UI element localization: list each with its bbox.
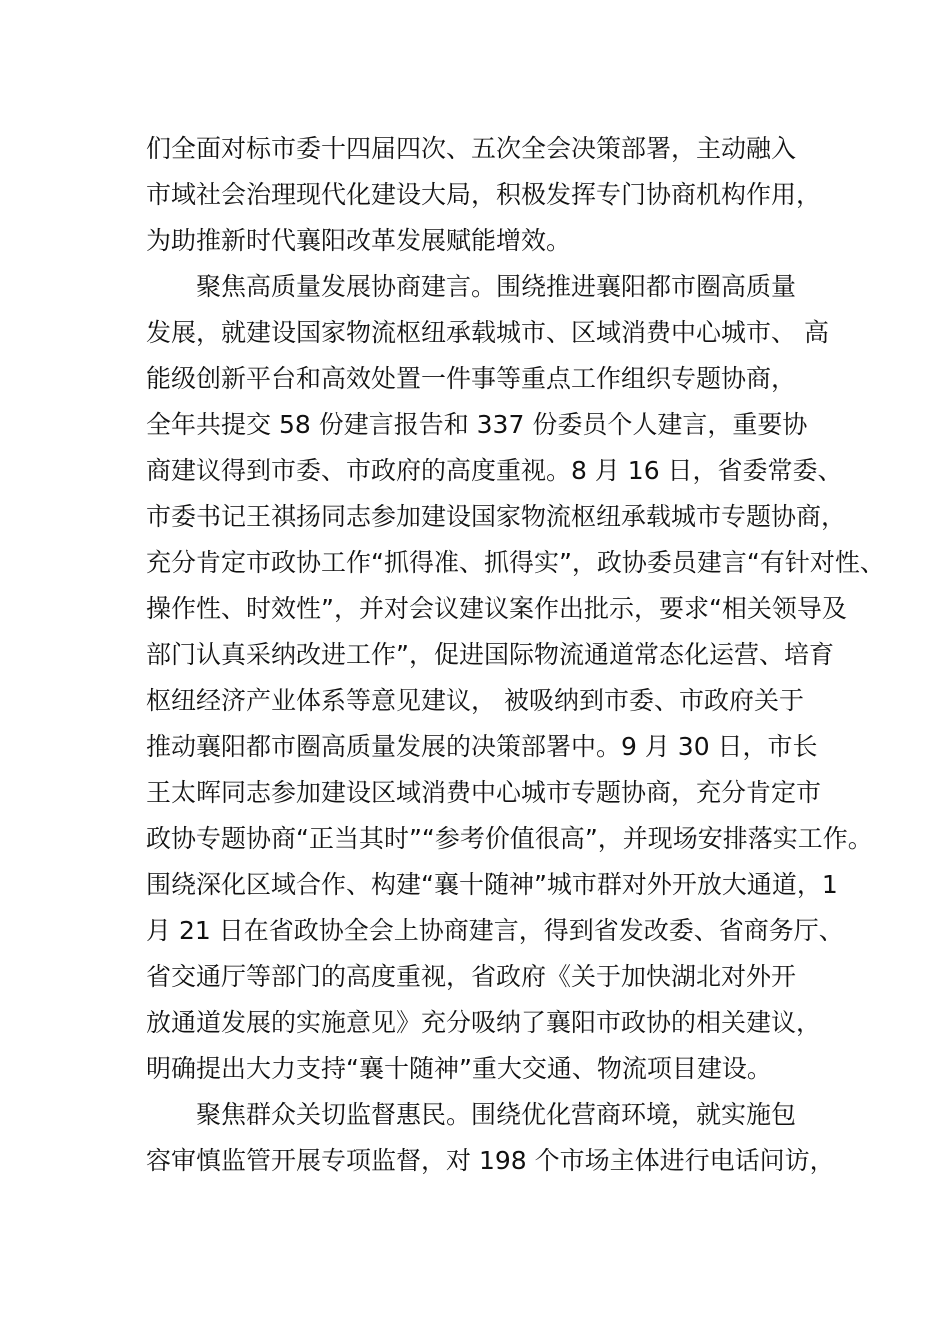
text-line: 放通道发展的实施意见》充分吸纳了襄阳市政协的相关建议，: [146, 1008, 822, 1037]
text-line: 部门认真采纳改进工作”，促进国际物流通道常态化运营、培育: [146, 640, 834, 669]
text-line: 枢纽经济产业体系等意见建议， 被吸纳到市委、市政府关于: [146, 686, 804, 715]
text-line: 为助推新时代襄阳改革发展赋能增效。: [146, 226, 572, 255]
text-line: 王太晖同志参加建设区域消费中心城市专题协商，充分肯定市: [146, 778, 822, 807]
text-line: 操作性、时效性”，并对会议建议案作出批示，要求“相关领导及: [146, 594, 847, 623]
document-body-text: [146, 126, 885, 1184]
paragraph-first-line: 聚焦群众关切监督惠民。围绕优化营商环境，就实施包: [196, 1100, 797, 1129]
text-line: 围绕深化区域合作、构建“襄十随神”城市群对外开放大通道，1: [146, 870, 838, 899]
text-line: 能级创新平台和高效处置一件事等重点工作组织专题协商，: [146, 364, 797, 393]
text-line: 发展，就建设国家物流枢纽承载城市、区域消费中心城市、 高: [146, 318, 829, 347]
text-line: 全年共提交 58 份建言报告和 337 份委员个人建言，重要协: [146, 410, 808, 439]
text-line: 充分肯定市政协工作“抓得准、抓得实”，政协委员建言“有针对性、: [146, 548, 885, 577]
text-line: 们全面对标市委十四届四次、五次全会决策部署，主动融入: [146, 134, 797, 163]
text-line: 市域社会治理现代化建设大局，积极发挥专门协商机构作用，: [146, 180, 822, 209]
text-line: 容审慎监管开展专项监督，对 198 个市场主体进行电话问访，: [146, 1146, 835, 1175]
text-line: 政协专题协商“正当其时”“参考价值很高”，并现场安排落实工作。: [146, 824, 873, 853]
paragraph-first-line: 聚焦高质量发展协商建言。围绕推进襄阳都市圈高质量: [196, 272, 797, 301]
text-line: 推动襄阳都市圈高质量发展的决策部署中。9 月 30 日，市长: [146, 732, 818, 761]
text-line: 明确提出大力支持“襄十随神”重大交通、物流项目建设。: [146, 1054, 772, 1083]
text-line: 省交通厅等部门的高度重视，省政府《关于加快湖北对外开: [146, 962, 797, 991]
text-line: 月 21 日在省政协全会上协商建言，得到省发改委、省商务厅、: [146, 916, 844, 945]
text-line: 商建议得到市委、市政府的高度重视。8 月 16 日，省委常委、: [146, 456, 843, 485]
text-line: 市委书记王祺扬同志参加建设国家物流枢纽承载城市专题协商，: [146, 502, 847, 531]
